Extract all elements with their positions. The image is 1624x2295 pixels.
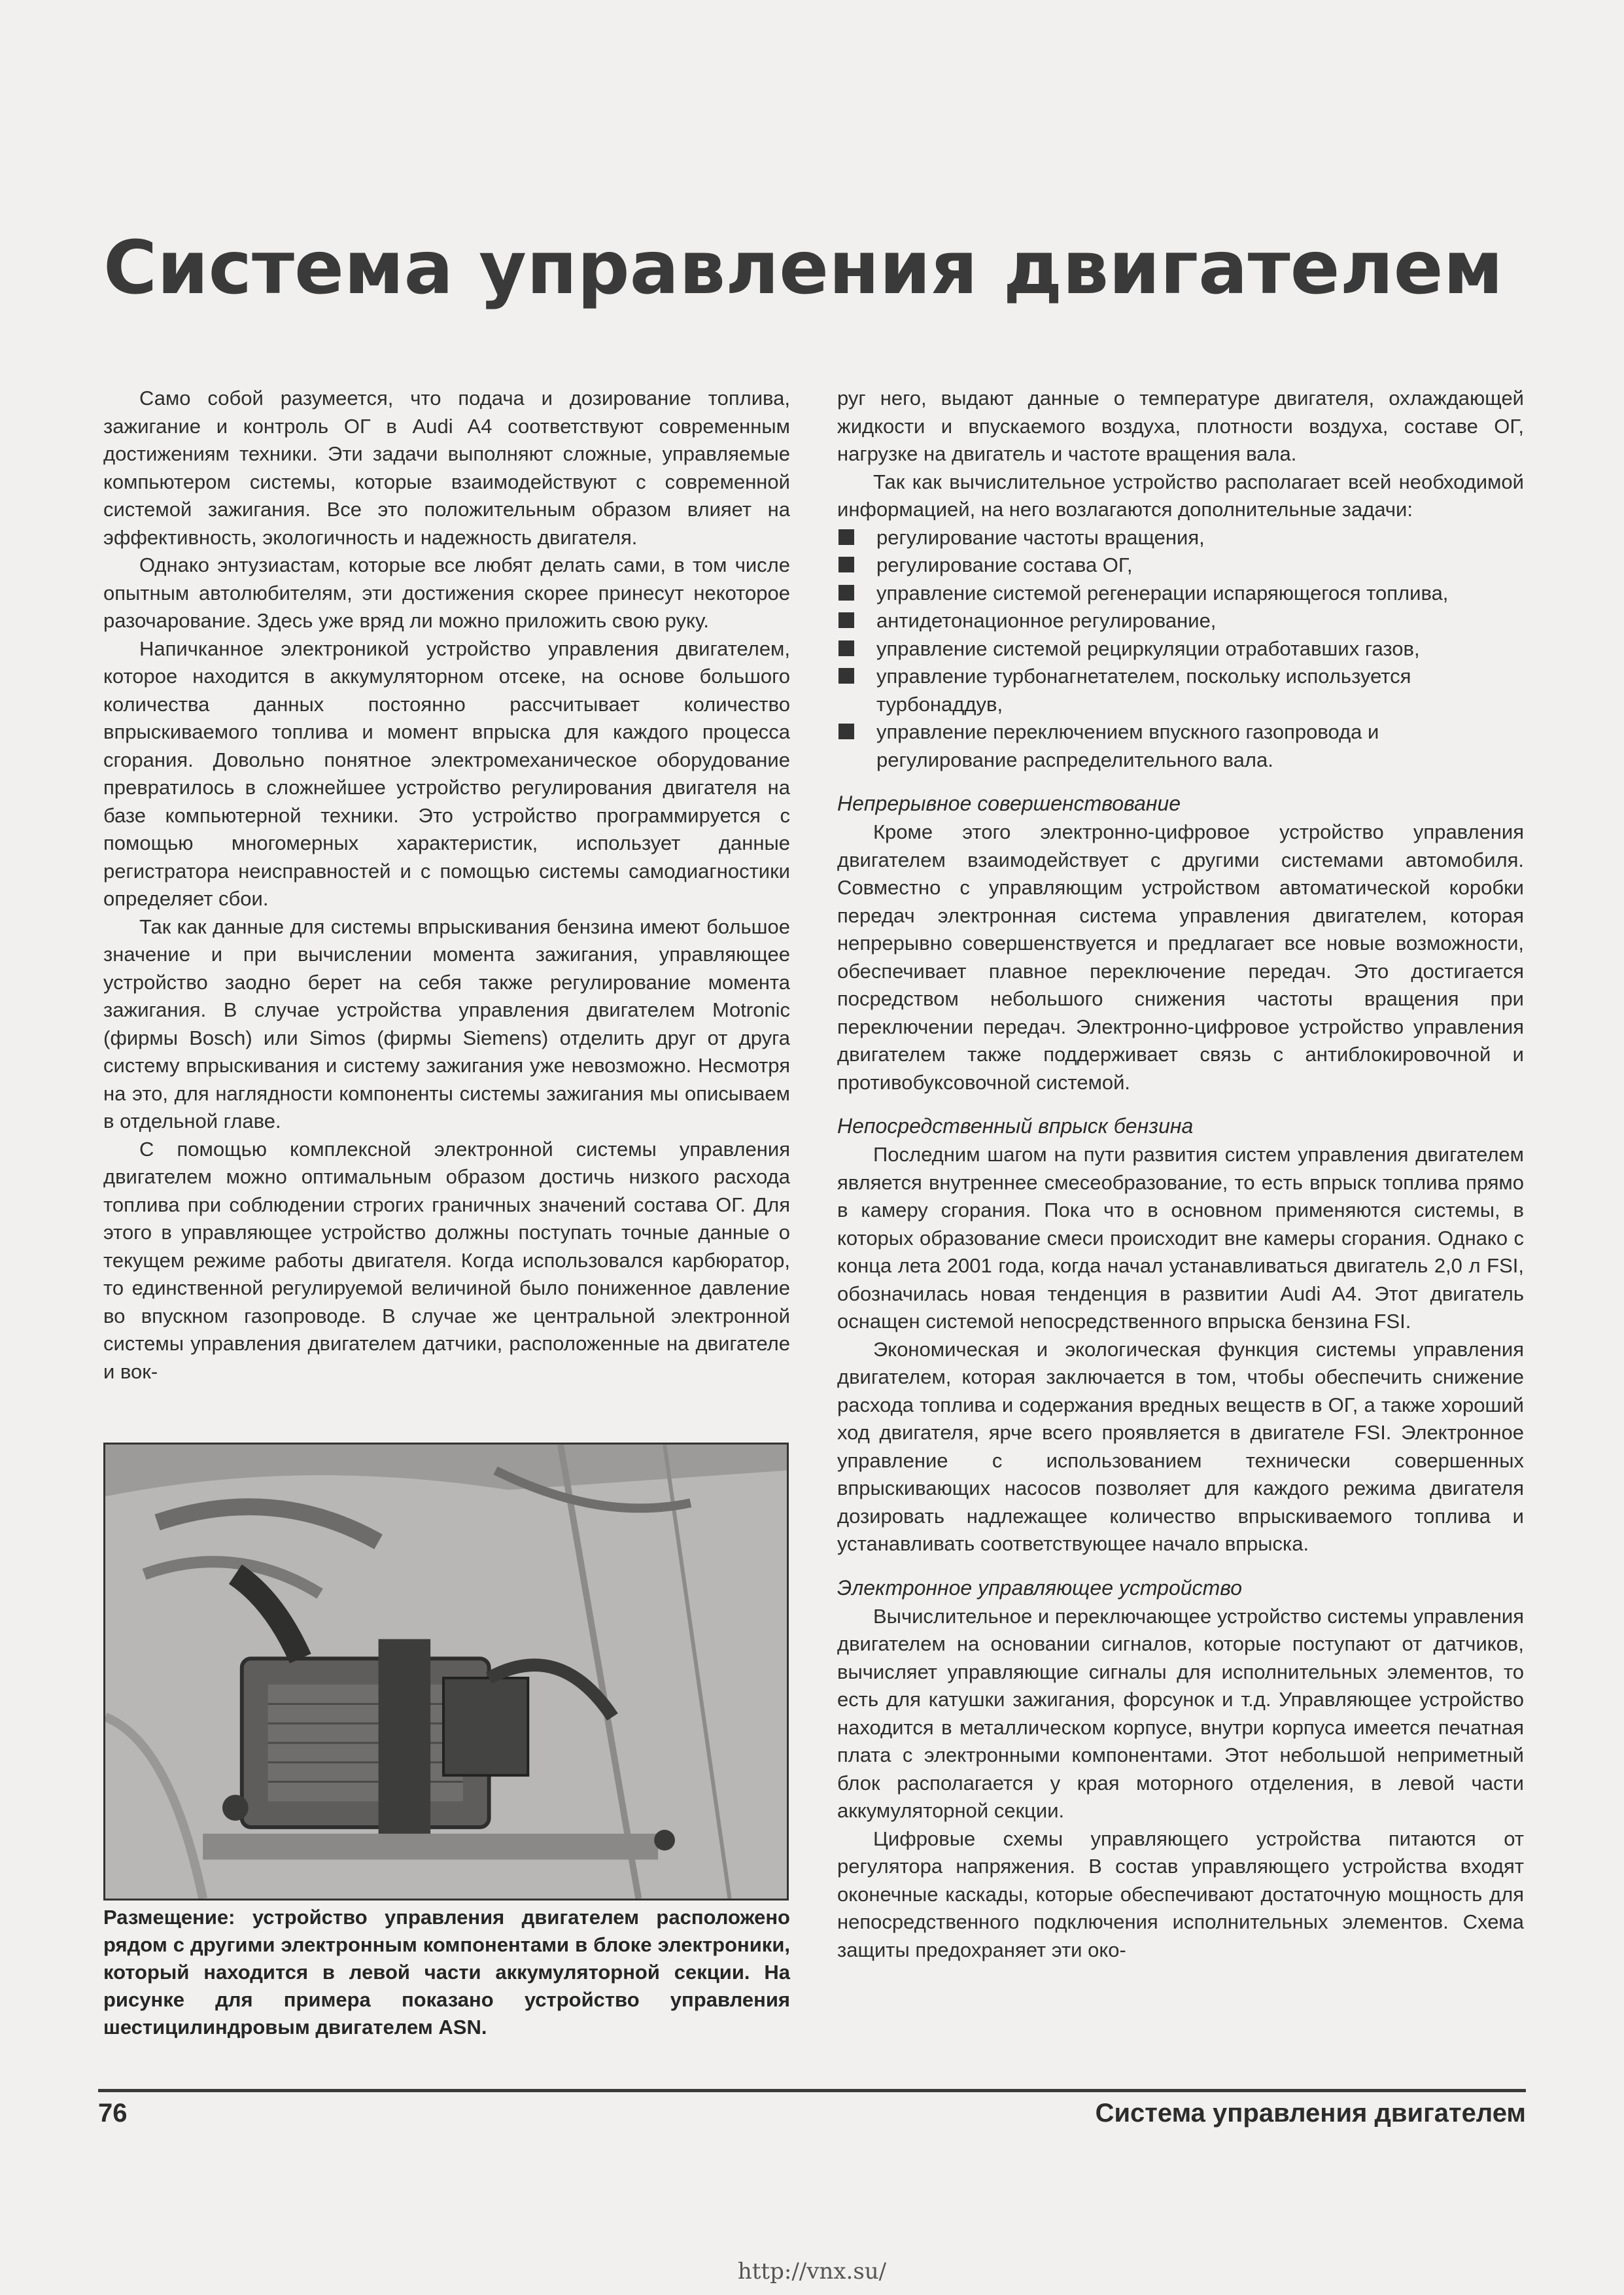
list-item xyxy=(837,524,1524,552)
paragraph: Цифровые схемы управляющего устройства питаются от регулятора напряжения. В состав управляющего устройства входят оконечные каскады, которые обеспечивают достаточную мощность для непосредственного подключения исполнительных элементов. Схема защиты предохраняет эти око- xyxy=(837,1827,1524,1961)
list-item xyxy=(837,607,1524,635)
paragraph: Последним шагом на пути развития систем управления двигателем является внутреннее смесеобразование, то есть впрыск топлива прямо в камеру сгорания. Пока что в основном применяются системы, в которых образование смеси происходит вне камеры сгорания. Однако с конца лета 2001 года, когда начал устанавливаться двигатель 2,0 л FSI, обозначилась новая тенденция в развитии Audi A4. Этот двигатель оснащен системой непосредственного впрыска бензина FSI. xyxy=(837,1143,1524,1333)
footer-divider xyxy=(98,2089,1526,2092)
paragraph: Кроме этого электронно-цифровое устройство управления двигателем взаимодействует с другими системами автомобиля. Совместно с управляющим устройством автоматической коробки передач электронная система управления двигателем, которая непрерывно совершенствуется и предлагает все новые возможности, обеспечивает плавное переключение передач. Это достигается посредством небольшого снижения частоты вращения при переключении передач. Электронно-цифровое устройство управления двигателем также поддерживает связь с антиблокировочной и противобуксовочной системой. xyxy=(837,820,1524,1094)
square-bullet-icon xyxy=(838,557,854,572)
square-bullet-icon xyxy=(838,668,854,684)
list-item xyxy=(837,635,1524,663)
list-item xyxy=(837,718,1524,774)
list-item-text: управление системой рециркуляции отработавших газов, xyxy=(876,637,1420,660)
list-item-text: управление турбонагнетателем, поскольку используется турбонаддув, xyxy=(876,665,1411,716)
page-number: 76 xyxy=(98,2099,128,2128)
paragraph: Вычислительное и переключающее устройство системы управления двигателем на основании сигналов, которые поступают от датчиков, вычисляет управляющие сигналы для исполнительных элементов, то есть для катушки зажигания, форсунок и т.д. Управляющее устройство находится в металлическом корпусе, внутри корпуса имеется печатная плата с электронными компонентами. Этот небольшой неприметный блок располагается у края моторного отделения, в левой части аккумуляторной секции. xyxy=(837,1604,1524,1822)
square-bullet-icon xyxy=(838,585,854,601)
page-title: Система управления двигателем xyxy=(103,226,1504,311)
list-item xyxy=(837,580,1524,608)
left-column xyxy=(103,385,790,1386)
section-heading: Непрерывное совершенствование xyxy=(837,792,1181,815)
list-item-text: регулирование частоты вращения, xyxy=(876,525,1205,549)
list-item xyxy=(837,663,1524,718)
list-item-text: антидетонационное регулирование, xyxy=(876,609,1217,632)
paragraph: Экономическая и экологическая функция системы управления двигателем, которая заключается в том, чтобы обеспечить снижение расхода топлива и содержания вредных веществ в ОГ, а также хороший ход двигателя, ярче всего проявляется в двигателе FSI. Электронное управление с использованием технически совершенных впрыскивающих насосов позволяет для каждого режима двигателя дозировать надлежащее количество впрыскиваемого топлива и устанавливать соответствующее начало впрыска. xyxy=(837,1337,1524,1555)
running-head: Система управления двигателем xyxy=(1095,2099,1526,2128)
engine-bay-illustration xyxy=(105,1445,787,1899)
paragraph: Само собой разумеется, что подача и дозирование топлива, зажигание и контроль ОГ в Audi A4 соответствуют современным достижениям техники. Эти задачи выполняют сложные, управляемые компьютером системы, которые взаимодействуют с современной системой зажигания. Все это положительным образом влияет на эффективность, экологичность и надежность двигателя. xyxy=(103,387,790,549)
paragraph: Так как вычислительное устройство располагает всей необходимой информацией, на него возлагаются дополнительные задачи: xyxy=(837,470,1524,521)
task-list xyxy=(837,524,1524,775)
list-item xyxy=(837,552,1524,580)
paragraph: Однако энтузиастам, которые все любят делать сами, в том числе опытным автолюбителям, эти достижения скорее принесут некоторое разочарование. Здесь уже вряд ли можно приложить свою руку. xyxy=(103,553,790,632)
figure-caption: Размещение: устройство управления двигателем расположено рядом с другими электронным компонентами в блоке электроники, который находится в левой части аккумуляторной секции. На рисунке для примера показано устройство управления шестицилиндровым двигателем ASN. xyxy=(103,1906,790,2039)
section-heading: Непосредственный впрыск бензина xyxy=(837,1114,1194,1138)
square-bullet-icon xyxy=(838,529,854,545)
source-url: http://vnx.su/ xyxy=(737,2258,887,2285)
square-bullet-icon xyxy=(838,612,854,628)
paragraph: руг него, выдают данные о температуре двигателя, охлаждающей жидкости и впускаемого воздуха, плотности воздуха, составе ОГ, нагрузке на двигатель и частоте вращения вала. xyxy=(837,387,1524,465)
square-bullet-icon xyxy=(838,724,854,739)
paragraph: Так как данные для системы впрыскивания бензина имеют большое значение и при вычислении момента зажигания, управляющее устройство заодно берет на себя также регулирование момента зажигания. В случае устройства управления двигателем Motronic (фирмы Bosch) или Simos (фирмы Siemens) отделить друг от друга систему впрыскивания и систему зажигания уже невозможно. Несмотря на это, для наглядности компоненты системы зажигания мы описываем в отдельной главе. xyxy=(103,915,790,1132)
square-bullet-icon xyxy=(838,640,854,656)
paragraph: Напичканное электроникой устройство управления двигателем, которое находится в аккумуляторном отсеке, на основе большого количества данных постоянно рассчитывает количество впрыскиваемого топлива и момент впрыска для каждого процесса сгорания. Довольно понятное электромеханическое оборудование превратилось в сложнейшее устройство регулирования двигателя на базе компьютерной техники. Это устройство программируется с помощью многомерных характеристик, использует данные регистратора неисправностей и с помощью системы самодиагностики определяет сбои. xyxy=(103,637,790,910)
list-item-text: управление переключением впускного газопровода и регулирование распределительного вала. xyxy=(876,720,1379,771)
engine-control-unit-photo xyxy=(103,1443,789,1901)
section-heading: Электронное управляющее устройство xyxy=(837,1575,1243,1600)
paragraph: С помощью комплексной электронной системы управления двигателем можно оптимальным образом достичь низкого расхода топлива при соблюдении строгих граничных значений состава ОГ. Для этого в управляющее устройство должны поступать точные данные о текущем режиме работы двигателя. Когда использовался карбюратор, то единственной регулируемой величиной было пониженное давление во впускном газопроводе. В случае же центральной электронной системы управления двигателем датчики, расположенные на двигателе и вок- xyxy=(103,1137,790,1383)
list-item-text: регулирование состава ОГ, xyxy=(876,553,1133,576)
list-item-text: управление системой регенерации испаряющегося топлива, xyxy=(876,581,1449,604)
right-column xyxy=(837,385,1524,1964)
